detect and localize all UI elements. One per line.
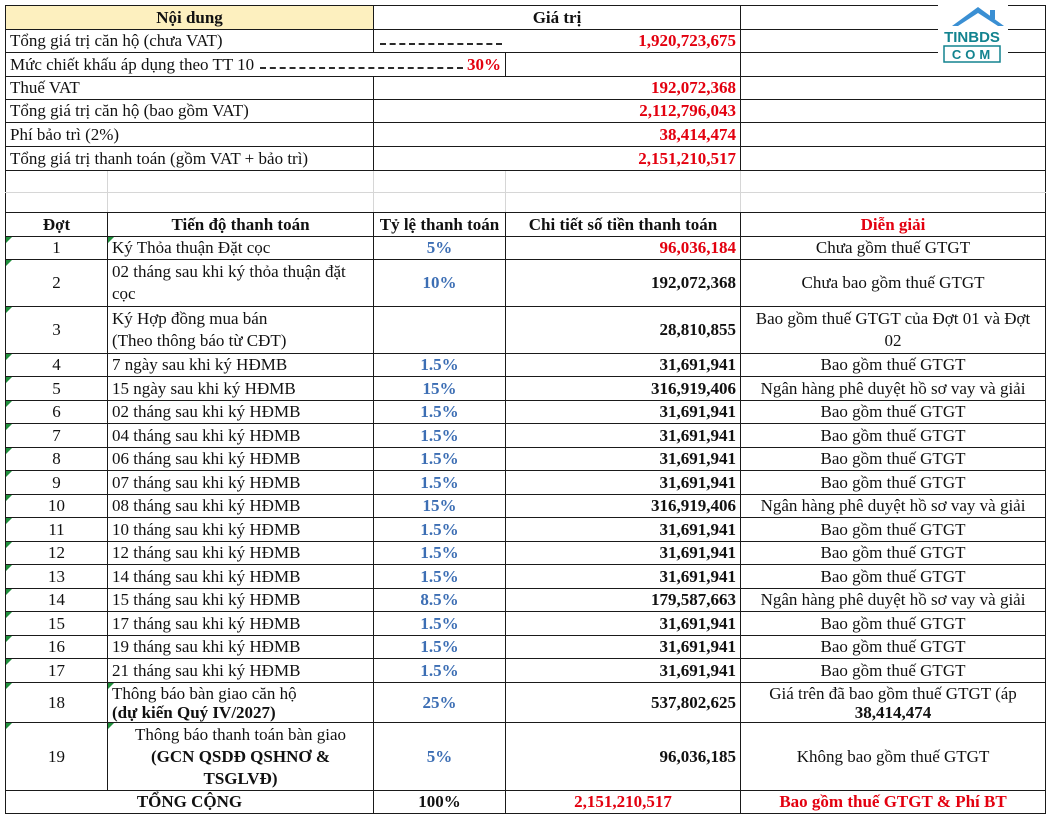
total-row	[6, 791, 1046, 814]
dot-cell: 12	[6, 542, 108, 565]
schedule-row	[6, 307, 1046, 354]
total-note: Bao gồm thuế GTGT & Phí BT	[741, 791, 1046, 814]
blank-cell	[108, 171, 374, 193]
summary-line	[378, 148, 736, 170]
summary-header-row	[6, 6, 1046, 30]
progress-cell: 02 tháng sau khi ký thỏa thuận đặt cọc	[108, 260, 374, 307]
progress-detail: (dự kiến Quý IV/2027)	[112, 702, 276, 722]
schedule-row	[6, 518, 1046, 542]
amount-cell: 96,036,184	[506, 237, 741, 260]
note-cell: Bao gồm thuế GTGT	[741, 636, 1046, 659]
schedule-row	[6, 377, 1046, 401]
schedule-row	[6, 401, 1046, 424]
note-cell: Bao gồm thuế GTGT của Đợt 01 và Đợt 02	[741, 307, 1046, 354]
blank-row	[6, 171, 1046, 193]
progress-text: Thông báo bàn giao căn hộ	[112, 683, 297, 703]
note-cell: Chưa bao gồm thuế GTGT	[741, 260, 1046, 307]
summary-value: 192,072,368	[651, 78, 737, 97]
note-cell	[741, 683, 1046, 723]
summary-side-cell	[741, 123, 1046, 147]
amount-cell: 31,691,941	[506, 542, 741, 565]
dot-cell: 17	[6, 659, 108, 683]
logo-domain: COM	[951, 47, 995, 62]
rate-cell: 8.5%	[374, 589, 506, 612]
progress-cell: 06 tháng sau khi ký HĐMB	[108, 448, 374, 471]
blank-cell	[6, 171, 108, 193]
amount-cell: 31,691,941	[506, 565, 741, 589]
dot-cell: 11	[6, 518, 108, 542]
progress-cell: 17 tháng sau khi ký HĐMB	[108, 612, 374, 636]
progress-cell: 7 ngày sau khi ký HĐMB	[108, 354, 374, 377]
note-cell: Bao gồm thuế GTGT	[741, 542, 1046, 565]
summary-value-cell	[374, 100, 741, 123]
logo-name: TINBDS	[944, 29, 1000, 46]
summary-label: Tổng giá trị thanh toán (gồm VAT + bảo trì)	[6, 147, 374, 171]
rate-cell: 1.5%	[374, 518, 506, 542]
summary-row	[6, 100, 1046, 123]
summary-row	[6, 147, 1046, 171]
dot-cell: 2	[6, 260, 108, 307]
summary-label: Tổng giá trị căn hộ (chưa VAT)	[6, 30, 374, 53]
total-label: TỔNG CỘNG	[6, 791, 374, 814]
rate-cell: 5%	[374, 723, 506, 791]
rate-cell	[374, 307, 506, 354]
progress-cell	[108, 723, 374, 791]
blank-cell	[6, 193, 108, 213]
blank-cell	[374, 193, 506, 213]
note-cell: Bao gồm thuế GTGT	[741, 448, 1046, 471]
progress-cell: Ký Hợp đồng mua bán (Theo thông báo từ CĐT)	[108, 307, 374, 354]
summary-label: Thuế VAT	[6, 77, 374, 100]
progress-cell: Ký Thỏa thuận Đặt cọc	[108, 237, 374, 260]
dot-cell: 3	[6, 307, 108, 354]
rate-cell: 1.5%	[374, 424, 506, 448]
dot-cell: 4	[6, 354, 108, 377]
summary-value-cell	[374, 30, 741, 53]
progress-cell: 21 tháng sau khi ký HĐMB	[108, 659, 374, 683]
summary-value	[506, 53, 741, 77]
dot-cell: 1	[6, 237, 108, 260]
schedule-row	[6, 448, 1046, 471]
note-cell: Chưa gồm thuế GTGT	[741, 237, 1046, 260]
schedule-row	[6, 495, 1046, 518]
dot-cell: 14	[6, 589, 108, 612]
summary-line	[378, 100, 736, 122]
note-text: Giá trên đã bao gồm thuế GTGT (áp	[769, 683, 1017, 703]
schedule-row	[6, 612, 1046, 636]
amount-cell: 31,691,941	[506, 448, 741, 471]
rate-cell: 1.5%	[374, 659, 506, 683]
tinbds-logo	[938, 4, 1008, 64]
rate-cell: 25%	[374, 683, 506, 723]
rate-cell: 1.5%	[374, 471, 506, 495]
dot-cell: 18	[6, 683, 108, 723]
summary-side-cell	[741, 100, 1046, 123]
schedule-row	[6, 542, 1046, 565]
progress-cell: 02 tháng sau khi ký HĐMB	[108, 401, 374, 424]
schedule-row	[6, 659, 1046, 683]
dot-cell: 15	[6, 612, 108, 636]
blank-cell	[506, 193, 741, 213]
note-cell: Bao gồm thuế GTGT	[741, 401, 1046, 424]
blank-cell	[741, 193, 1046, 213]
amount-cell: 192,072,368	[506, 260, 741, 307]
sheet-body	[6, 6, 1046, 814]
progress-cell: 08 tháng sau khi ký HĐMB	[108, 495, 374, 518]
amount-cell: 31,691,941	[506, 636, 741, 659]
tinbds-logo-graphic	[938, 4, 1008, 64]
amount-cell: 316,919,406	[506, 377, 741, 401]
note-cell: Bao gồm thuế GTGT	[741, 612, 1046, 636]
progress-cell: 19 tháng sau khi ký HĐMB	[108, 636, 374, 659]
schedule-row	[6, 589, 1046, 612]
rate-cell: 1.5%	[374, 612, 506, 636]
summary-value-cell	[374, 123, 741, 147]
rate-cell: 1.5%	[374, 401, 506, 424]
summary-side-cell	[741, 77, 1046, 100]
progress-cell: 15 tháng sau khi ký HĐMB	[108, 589, 374, 612]
schedule-header-amount: Chi tiết số tiền thanh toán	[506, 213, 741, 237]
progress-cell: 10 tháng sau khi ký HĐMB	[108, 518, 374, 542]
summary-rate: 30%	[467, 54, 501, 74]
summary-value: 38,414,474	[659, 124, 737, 144]
progress-detail: (GCN QSDĐ QSHNƠ & TSGLVĐ)	[151, 746, 330, 788]
schedule-row	[6, 565, 1046, 589]
summary-header-label: Nội dung	[6, 6, 374, 30]
dash-leader	[380, 43, 502, 45]
progress-cell: 14 tháng sau khi ký HĐMB	[108, 565, 374, 589]
note-cell: Bao gồm thuế GTGT	[741, 354, 1046, 377]
schedule-header-rate: Tỷ lệ thanh toán	[374, 213, 506, 237]
summary-row	[6, 77, 1046, 100]
amount-cell: 31,691,941	[506, 354, 741, 377]
note-cell: Bao gồm thuế GTGT	[741, 471, 1046, 495]
dot-cell: 7	[6, 424, 108, 448]
schedule-row	[6, 683, 1046, 723]
amount-cell: 31,691,941	[506, 424, 741, 448]
amount-cell: 31,691,941	[506, 471, 741, 495]
summary-line	[10, 54, 501, 76]
note-cell: Ngân hàng phê duyệt hồ sơ vay và giải	[741, 589, 1046, 612]
summary-row	[6, 123, 1046, 147]
amount-cell: 28,810,855	[506, 307, 741, 354]
dash-leader	[260, 67, 463, 69]
summary-row	[6, 53, 1046, 77]
note-cell: Bao gồm thuế GTGT	[741, 565, 1046, 589]
blank-cell	[506, 171, 741, 193]
rate-cell: 1.5%	[374, 636, 506, 659]
note-cell: Bao gồm thuế GTGT	[741, 424, 1046, 448]
summary-label: Tổng giá trị căn hộ (bao gồm VAT)	[6, 100, 374, 123]
amount-cell: 179,587,663	[506, 589, 741, 612]
rate-cell: 15%	[374, 377, 506, 401]
progress-cell: 04 tháng sau khi ký HĐMB	[108, 424, 374, 448]
rate-cell: 1.5%	[374, 448, 506, 471]
blank-cell	[108, 193, 374, 213]
blank-row	[6, 193, 1046, 213]
schedule-row	[6, 260, 1046, 307]
dot-cell: 10	[6, 495, 108, 518]
summary-value: 2,112,796,043	[639, 101, 737, 120]
schedule-row	[6, 237, 1046, 260]
blank-cell	[741, 171, 1046, 193]
summary-line	[378, 124, 736, 146]
amount-cell: 31,691,941	[506, 518, 741, 542]
progress-cell: 07 tháng sau khi ký HĐMB	[108, 471, 374, 495]
schedule-row	[6, 354, 1046, 377]
note-cell: Bao gồm thuế GTGT	[741, 518, 1046, 542]
note-cell: Ngân hàng phê duyệt hồ sơ vay và giải	[741, 377, 1046, 401]
total-rate: 100%	[374, 791, 506, 814]
dot-cell: 9	[6, 471, 108, 495]
rate-cell: 10%	[374, 260, 506, 307]
schedule-header-progress: Tiến độ thanh toán	[108, 213, 374, 237]
amount-cell: 31,691,941	[506, 612, 741, 636]
dot-cell: 19	[6, 723, 108, 791]
amount-cell: 537,802,625	[506, 683, 741, 723]
progress-cell	[108, 683, 374, 723]
summary-value: 1,920,723,675	[638, 31, 737, 50]
summary-row	[6, 30, 1046, 53]
note-cell: Bao gồm thuế GTGT	[741, 659, 1046, 683]
summary-label: Mức chiết khấu áp dụng theo TT 10	[10, 54, 255, 74]
schedule-header-dot: Đợt	[6, 213, 108, 237]
amount-cell: 31,691,941	[506, 659, 741, 683]
schedule-row	[6, 723, 1046, 791]
schedule-row	[6, 471, 1046, 495]
house-roof-icon	[952, 7, 1004, 26]
rate-cell: 1.5%	[374, 565, 506, 589]
rate-cell: 1.5%	[374, 354, 506, 377]
summary-line	[378, 30, 736, 52]
amount-cell: 96,036,185	[506, 723, 741, 791]
note-cell: Không bao gồm thuế GTGT	[741, 723, 1046, 791]
progress-cell: 12 tháng sau khi ký HĐMB	[108, 542, 374, 565]
progress-cell: 15 ngày sau khi ký HĐMB	[108, 377, 374, 401]
schedule-row	[6, 424, 1046, 448]
schedule-header-row	[6, 213, 1046, 237]
summary-label-cell	[6, 53, 506, 77]
summary-line	[378, 77, 736, 99]
summary-value-cell	[374, 147, 741, 171]
summary-side-cell	[741, 147, 1046, 171]
progress-text: Thông báo thanh toán bàn giao	[134, 724, 347, 744]
summary-header-value: Giá trị	[374, 6, 741, 30]
schedule-header-note: Diễn giải	[741, 213, 1046, 237]
dot-cell: 8	[6, 448, 108, 471]
dot-cell: 5	[6, 377, 108, 401]
summary-value: 2,151,210,517	[638, 148, 737, 168]
note-cell: Ngân hàng phê duyệt hồ sơ vay và giải	[741, 495, 1046, 518]
note-detail: 38,414,474	[854, 702, 932, 722]
rate-cell: 1.5%	[374, 542, 506, 565]
dot-cell: 6	[6, 401, 108, 424]
rate-cell: 15%	[374, 495, 506, 518]
total-amount: 2,151,210,517	[506, 791, 741, 814]
summary-value-cell	[374, 77, 741, 100]
rate-cell: 5%	[374, 237, 506, 260]
blank-cell	[374, 171, 506, 193]
summary-label: Phí bảo trì (2%)	[6, 123, 374, 147]
dot-cell: 13	[6, 565, 108, 589]
dot-cell: 16	[6, 636, 108, 659]
schedule-row	[6, 636, 1046, 659]
payment-sheet	[5, 5, 1046, 814]
amount-cell: 31,691,941	[506, 401, 741, 424]
amount-cell: 316,919,406	[506, 495, 741, 518]
